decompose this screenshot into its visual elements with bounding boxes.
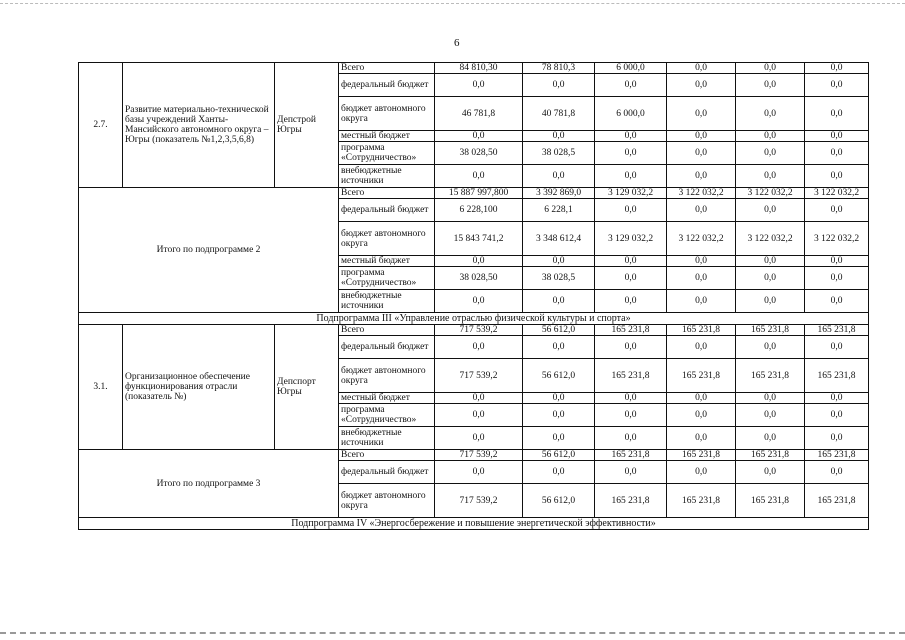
amount-cell: 0,0 — [595, 142, 667, 165]
amount-cell: 0,0 — [435, 290, 523, 313]
amount-cell: 0,0 — [595, 165, 667, 188]
amount-cell: 0,0 — [595, 131, 667, 142]
amount-cell: 0,0 — [435, 461, 523, 484]
amount-cell: 0,0 — [667, 199, 736, 222]
total-row — [79, 450, 869, 461]
funding-source: Всего — [339, 450, 435, 461]
amount-cell: 0,0 — [595, 256, 667, 267]
amount-cell: 0,0 — [523, 336, 595, 359]
measure-row — [79, 325, 869, 336]
amount-cell: 0,0 — [805, 393, 869, 404]
amount-cell: 165 231,8 — [595, 325, 667, 336]
amount-cell: 0,0 — [435, 74, 523, 97]
funding-source: федеральный бюджет — [339, 336, 435, 359]
amount-cell: 3 122 032,2 — [667, 188, 736, 199]
amount-cell: 0,0 — [736, 142, 805, 165]
amount-cell: 0,0 — [667, 427, 736, 450]
scan-edge-top — [0, 3, 905, 4]
amount-cell: 0,0 — [736, 290, 805, 313]
amount-cell: 165 231,8 — [667, 484, 736, 518]
amount-cell: 56 612,0 — [523, 450, 595, 461]
amount-cell: 165 231,8 — [595, 484, 667, 518]
amount-cell: 3 129 032,2 — [595, 188, 667, 199]
amount-cell: 717 539,2 — [435, 450, 523, 461]
amount-cell: 0,0 — [667, 74, 736, 97]
amount-cell: 0,0 — [667, 63, 736, 74]
amount-cell: 40 781,8 — [523, 97, 595, 131]
funding-source: внебюджетные источники — [339, 165, 435, 188]
amount-cell: 6 228,100 — [435, 199, 523, 222]
amount-cell: 0,0 — [595, 404, 667, 427]
funding-source: Всего — [339, 325, 435, 336]
amount-cell: 0,0 — [805, 256, 869, 267]
amount-cell: 0,0 — [435, 404, 523, 427]
amount-cell: 0,0 — [805, 165, 869, 188]
amount-cell: 0,0 — [523, 256, 595, 267]
amount-cell: 0,0 — [805, 97, 869, 131]
amount-cell: 0,0 — [667, 336, 736, 359]
amount-cell: 0,0 — [736, 199, 805, 222]
amount-cell: 0,0 — [805, 336, 869, 359]
amount-cell: 165 231,8 — [805, 359, 869, 393]
amount-cell: 3 122 032,2 — [805, 188, 869, 199]
amount-cell: 0,0 — [736, 256, 805, 267]
amount-cell: 0,0 — [523, 74, 595, 97]
funding-source: местный бюджет — [339, 131, 435, 142]
amount-cell: 78 810,3 — [523, 63, 595, 74]
amount-cell: 0,0 — [667, 290, 736, 313]
amount-cell: 165 231,8 — [667, 359, 736, 393]
amount-cell: 0,0 — [667, 267, 736, 290]
amount-cell: 15 843 741,2 — [435, 222, 523, 256]
amount-cell: 3 122 032,2 — [805, 222, 869, 256]
amount-cell: 717 539,2 — [435, 484, 523, 518]
funding-source: бюджет автономного округа — [339, 222, 435, 256]
responsible-executor: Депстрой Югры — [275, 63, 339, 188]
budget-table — [78, 62, 869, 530]
amount-cell: 0,0 — [736, 336, 805, 359]
amount-cell: 3 122 032,2 — [736, 188, 805, 199]
amount-cell: 165 231,8 — [667, 450, 736, 461]
amount-cell: 0,0 — [435, 336, 523, 359]
subprogram-total-label: Итого по подпрограмме 3 — [79, 450, 339, 518]
funding-source: программа «Сотрудничество» — [339, 267, 435, 290]
amount-cell: 0,0 — [736, 404, 805, 427]
funding-source: местный бюджет — [339, 256, 435, 267]
amount-cell: 0,0 — [667, 461, 736, 484]
subprogram-total-label: Итого по подпрограмме 2 — [79, 188, 339, 313]
amount-cell: 0,0 — [805, 131, 869, 142]
amount-cell: 3 348 612,4 — [523, 222, 595, 256]
amount-cell: 0,0 — [667, 142, 736, 165]
amount-cell: 0,0 — [435, 131, 523, 142]
amount-cell: 3 122 032,2 — [667, 222, 736, 256]
funding-source: федеральный бюджет — [339, 74, 435, 97]
amount-cell: 165 231,8 — [805, 484, 869, 518]
amount-cell: 15 887 997,800 — [435, 188, 523, 199]
funding-source: Всего — [339, 63, 435, 74]
amount-cell: 0,0 — [667, 131, 736, 142]
amount-cell: 0,0 — [523, 131, 595, 142]
amount-cell: 0,0 — [805, 199, 869, 222]
amount-cell: 0,0 — [595, 290, 667, 313]
amount-cell: 38 028,50 — [435, 267, 523, 290]
amount-cell: 0,0 — [523, 404, 595, 427]
amount-cell: 0,0 — [805, 290, 869, 313]
amount-cell: 0,0 — [523, 427, 595, 450]
amount-cell: 0,0 — [736, 97, 805, 131]
scan-edge-bottom — [0, 632, 905, 634]
amount-cell: 0,0 — [595, 461, 667, 484]
amount-cell: 0,0 — [736, 131, 805, 142]
funding-source: программа «Сотрудничество» — [339, 404, 435, 427]
amount-cell: 0,0 — [805, 74, 869, 97]
amount-cell: 0,0 — [667, 256, 736, 267]
amount-cell: 0,0 — [805, 267, 869, 290]
amount-cell: 0,0 — [435, 256, 523, 267]
amount-cell: 0,0 — [736, 165, 805, 188]
amount-cell: 0,0 — [595, 427, 667, 450]
amount-cell: 0,0 — [667, 97, 736, 131]
amount-cell: 0,0 — [595, 199, 667, 222]
funding-source: федеральный бюджет — [339, 199, 435, 222]
amount-cell: 165 231,8 — [667, 325, 736, 336]
total-row — [79, 188, 869, 199]
amount-cell: 84 810,30 — [435, 63, 523, 74]
amount-cell: 0,0 — [805, 63, 869, 74]
amount-cell: 0,0 — [667, 404, 736, 427]
amount-cell: 6 228,1 — [523, 199, 595, 222]
amount-cell: 165 231,8 — [805, 450, 869, 461]
amount-cell: 6 000,0 — [595, 63, 667, 74]
subprogram-header-row — [79, 313, 869, 325]
responsible-executor: Депспорт Югры — [275, 325, 339, 450]
funding-source: внебюджетные источники — [339, 290, 435, 313]
funding-source: бюджет автономного округа — [339, 359, 435, 393]
subprogram-title: Подпрограмма IV «Энергосбережение и повышение энергетической эффективности» — [79, 518, 869, 530]
measure-row — [79, 63, 869, 74]
amount-cell: 0,0 — [805, 461, 869, 484]
subprogram-header-row — [79, 518, 869, 530]
amount-cell: 0,0 — [805, 427, 869, 450]
amount-cell: 0,0 — [523, 393, 595, 404]
amount-cell: 56 612,0 — [523, 484, 595, 518]
amount-cell: 0,0 — [805, 142, 869, 165]
amount-cell: 165 231,8 — [736, 450, 805, 461]
amount-cell: 0,0 — [805, 404, 869, 427]
amount-cell: 38 028,50 — [435, 142, 523, 165]
funding-source: бюджет автономного округа — [339, 97, 435, 131]
amount-cell: 0,0 — [595, 393, 667, 404]
amount-cell: 0,0 — [736, 74, 805, 97]
amount-cell: 165 231,8 — [805, 325, 869, 336]
amount-cell: 0,0 — [435, 393, 523, 404]
funding-source: внебюджетные источники — [339, 427, 435, 450]
amount-cell: 717 539,2 — [435, 325, 523, 336]
amount-cell: 717 539,2 — [435, 359, 523, 393]
amount-cell: 3 129 032,2 — [595, 222, 667, 256]
funding-source: Всего — [339, 188, 435, 199]
amount-cell: 0,0 — [667, 393, 736, 404]
funding-source: федеральный бюджет — [339, 461, 435, 484]
funding-source: бюджет автономного округа — [339, 484, 435, 518]
amount-cell: 165 231,8 — [736, 359, 805, 393]
amount-cell: 3 122 032,2 — [736, 222, 805, 256]
amount-cell: 6 000,0 — [595, 97, 667, 131]
amount-cell: 0,0 — [595, 74, 667, 97]
amount-cell: 0,0 — [736, 461, 805, 484]
funding-source: местный бюджет — [339, 393, 435, 404]
amount-cell: 0,0 — [595, 267, 667, 290]
amount-cell: 165 231,8 — [595, 359, 667, 393]
amount-cell: 0,0 — [667, 165, 736, 188]
measure-name: Развитие материально-технической базы учреждений Ханты-Мансийского автономного округа – Югры (показатель №1,2,3,5,6,8) — [123, 63, 275, 188]
amount-cell: 165 231,8 — [595, 450, 667, 461]
amount-cell: 0,0 — [736, 393, 805, 404]
amount-cell: 0,0 — [736, 267, 805, 290]
amount-cell: 38 028,5 — [523, 142, 595, 165]
amount-cell: 165 231,8 — [736, 325, 805, 336]
amount-cell: 0,0 — [523, 290, 595, 313]
amount-cell: 56 612,0 — [523, 359, 595, 393]
amount-cell: 0,0 — [435, 165, 523, 188]
amount-cell: 0,0 — [523, 461, 595, 484]
amount-cell: 165 231,8 — [736, 484, 805, 518]
amount-cell: 38 028,5 — [523, 267, 595, 290]
amount-cell: 3 392 869,0 — [523, 188, 595, 199]
amount-cell: 0,0 — [523, 165, 595, 188]
subprogram-title: Подпрограмма III «Управление отраслью физической культуры и спорта» — [79, 313, 869, 325]
amount-cell: 56 612,0 — [523, 325, 595, 336]
amount-cell: 0,0 — [736, 63, 805, 74]
funding-source: программа «Сотрудничество» — [339, 142, 435, 165]
measure-name: Организационное обеспечение функционирования отрасли (показатель №) — [123, 325, 275, 450]
amount-cell: 0,0 — [595, 336, 667, 359]
measure-index: 3.1. — [79, 325, 123, 450]
measure-index: 2.7. — [79, 63, 123, 188]
amount-cell: 0,0 — [736, 427, 805, 450]
page-number: 6 — [454, 37, 460, 49]
amount-cell: 46 781,8 — [435, 97, 523, 131]
amount-cell: 0,0 — [435, 427, 523, 450]
